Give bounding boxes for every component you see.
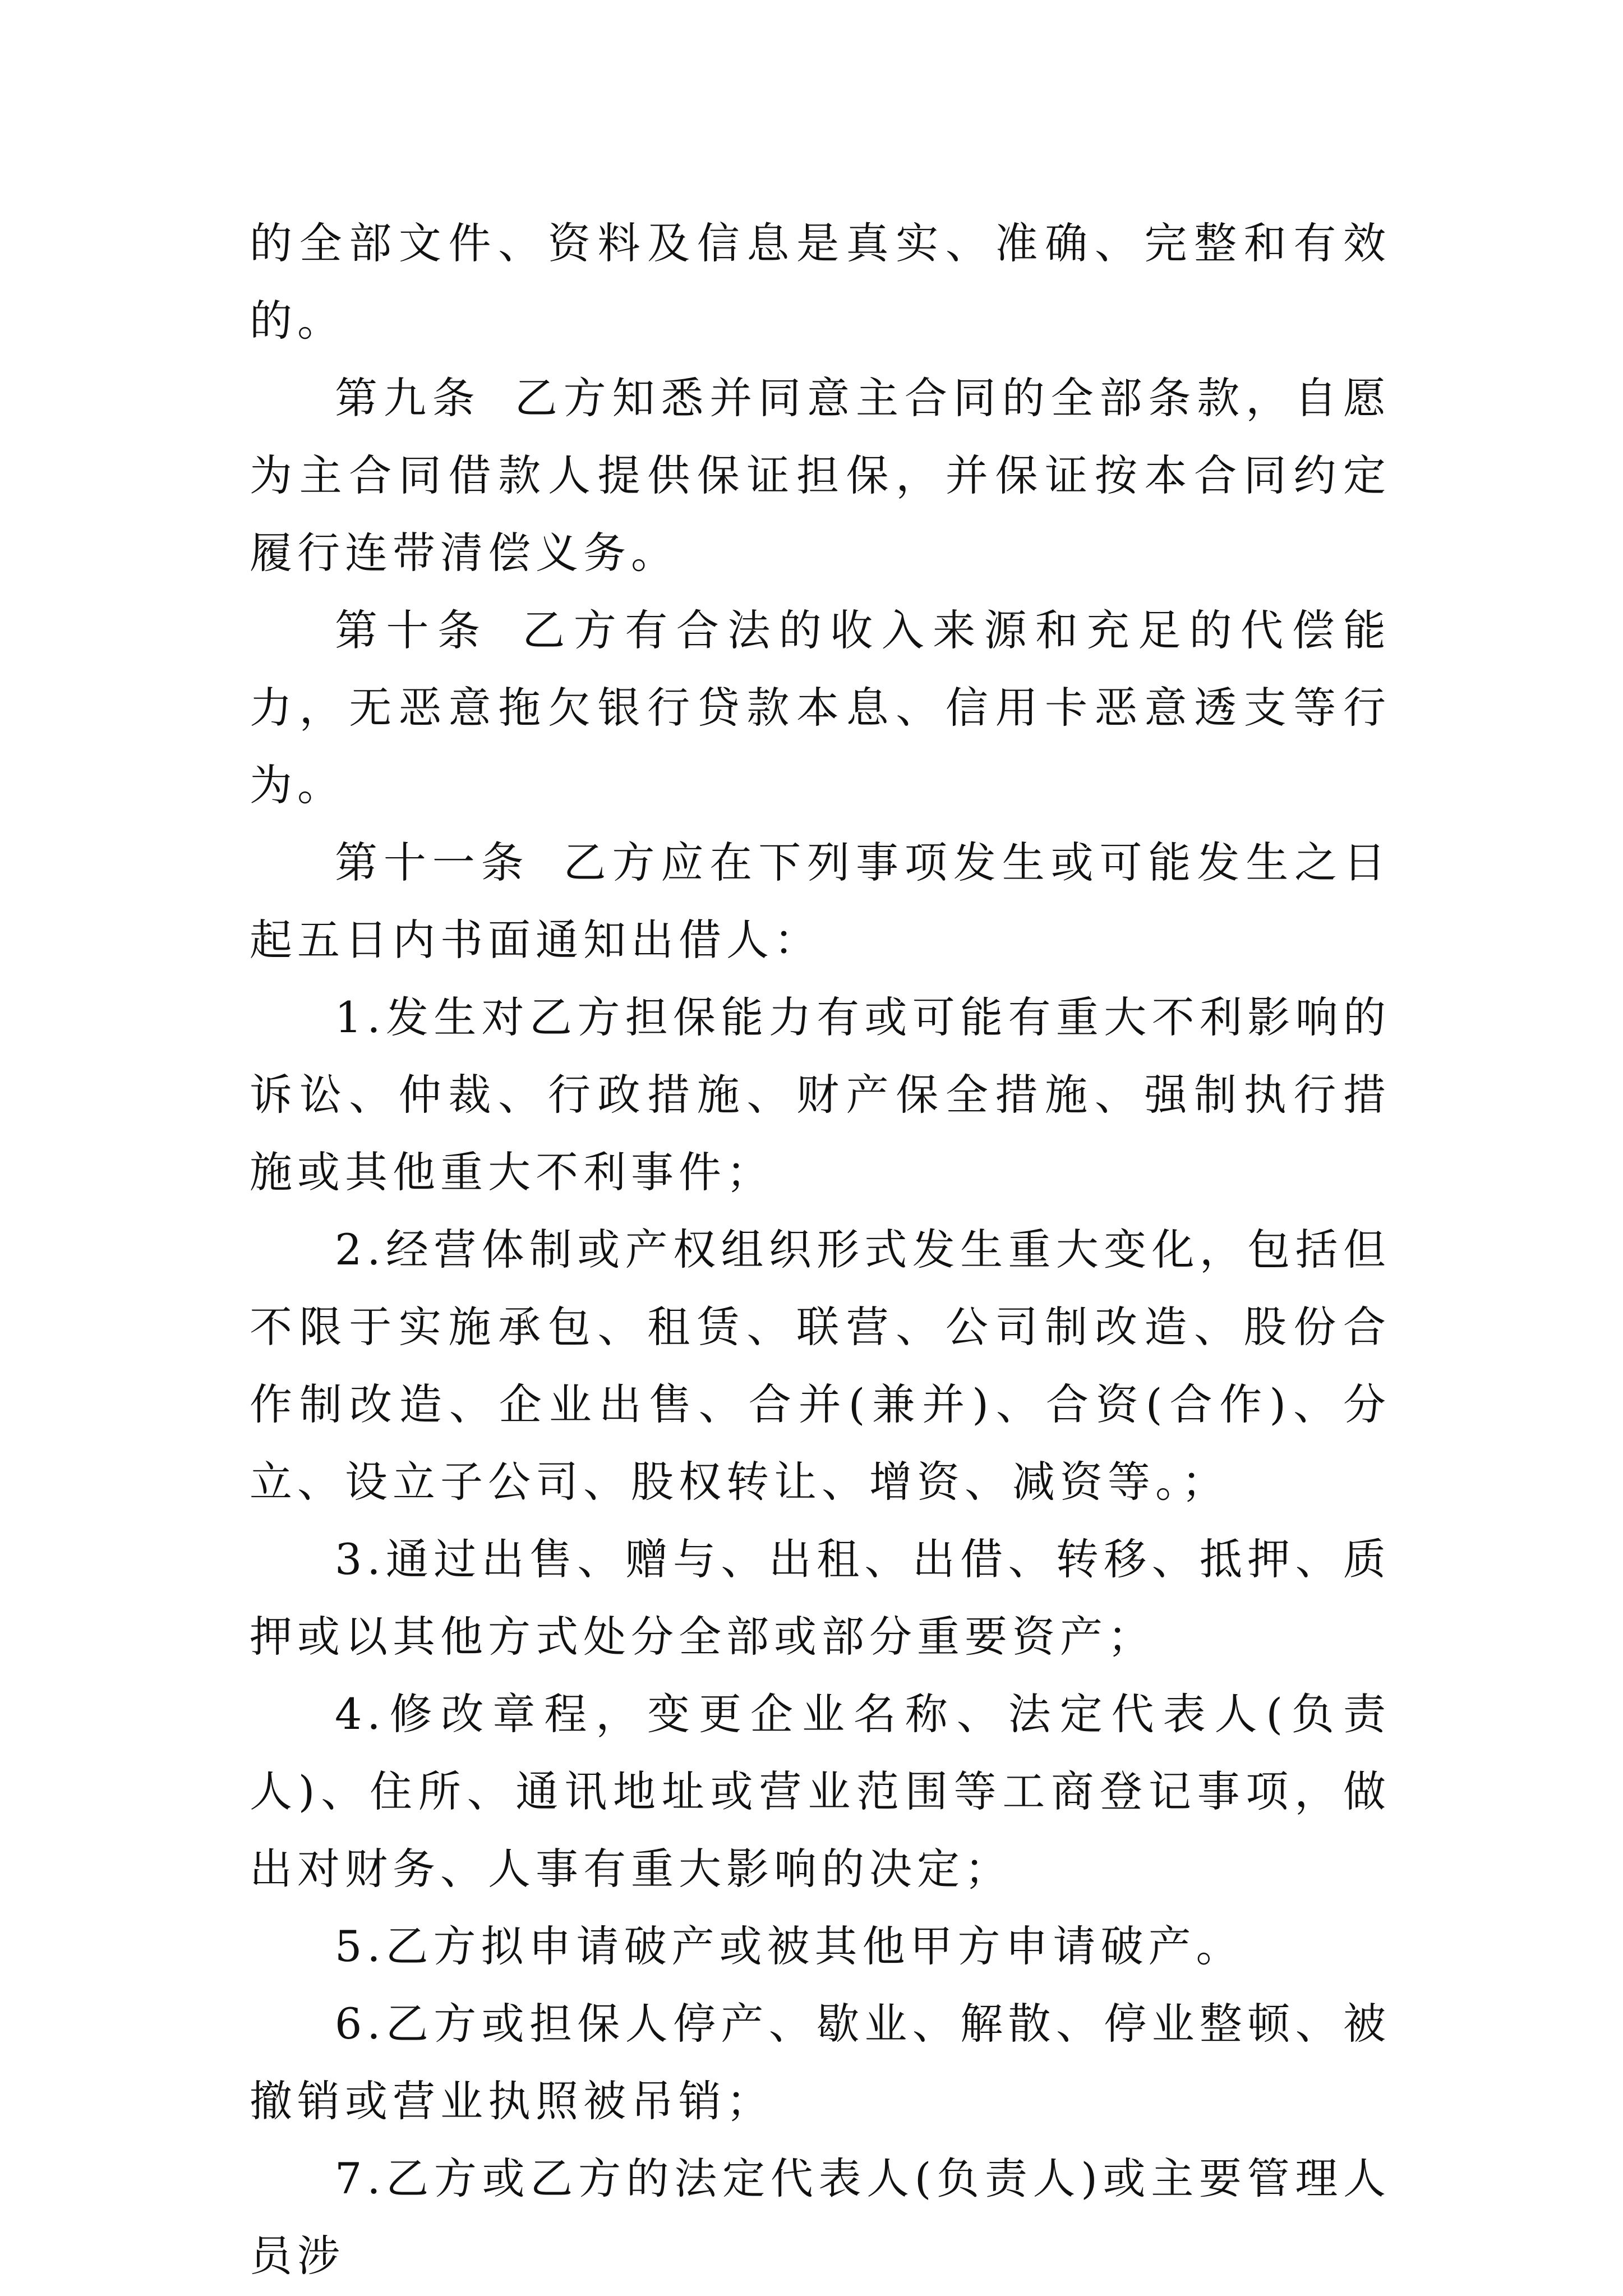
list-item-5 <box>250 1908 1391 1985</box>
list-item-6 <box>250 1985 1391 2140</box>
paragraph-text: 7.乙方或乙方的法定代表人(负责人)或主要管理人员涉 <box>250 2154 1391 2281</box>
article-10 <box>250 592 1391 824</box>
paragraph-text: 乙方知悉并同意主合同的全部条款，自愿为主合同借款人提供保证担保，并保证按本合同约定履行连带清偿义务。 <box>250 373 1391 578</box>
list-item-1 <box>250 979 1391 1211</box>
article-heading: 第十一条 <box>335 838 530 887</box>
article-9 <box>250 360 1391 592</box>
list-item-4 <box>250 1676 1391 1908</box>
paragraph-text: 5.乙方拟申请破产或被其他甲方申请破产。 <box>335 1921 1244 1971</box>
paragraph-text: 4.修改章程，变更企业名称、法定代表人(负责人)、住所、通讯地址或营业范围等工商登记事项，做出对财务、人事有重大影响的决定； <box>250 1689 1391 1894</box>
article-heading: 第十条 <box>335 605 489 655</box>
paragraph-text: 乙方有合法的收入来源和充足的代偿能力，无恶意拖欠银行贷款本息、信用卡恶意透支等行为。 <box>250 605 1391 810</box>
list-item-2 <box>250 1211 1391 1521</box>
paragraph-text: 的全部文件、资料及信息是真实、准确、完整和有效的。 <box>250 218 1391 346</box>
paragraph-text: 3.通过出售、赠与、出租、出借、转移、抵押、质押或以其他方式处分全部或部分重要资产； <box>250 1534 1391 1662</box>
contract-body <box>250 205 1391 2295</box>
paragraph-text: 乙方应在下列事项发生或可能发生之日起五日内书面通知出借人： <box>250 838 1391 965</box>
list-item-7 <box>250 2140 1391 2295</box>
paragraph-continuation <box>250 205 1391 360</box>
paragraph-text: 1.发生对乙方担保能力有或可能有重大不利影响的诉讼、仲裁、行政措施、财产保全措施、强制执行措施或其他重大不利事件； <box>250 992 1391 1197</box>
article-11 <box>250 824 1391 979</box>
article-heading: 第九条 <box>335 373 481 423</box>
paragraph-text: 6.乙方或担保人停产、歇业、解散、停业整顿、被撤销或营业执照被吊销； <box>250 1999 1391 2126</box>
list-item-3 <box>250 1521 1391 1676</box>
paragraph-text: 2.经营体制或产权组织形式发生重大变化，包括但不限于实施承包、租赁、联营、公司制改造、股份合作制改造、企业出售、合并(兼并)、合资(合作)、分立、设立子公司、股权转让、增资、减资等。； <box>250 1225 1391 1507</box>
